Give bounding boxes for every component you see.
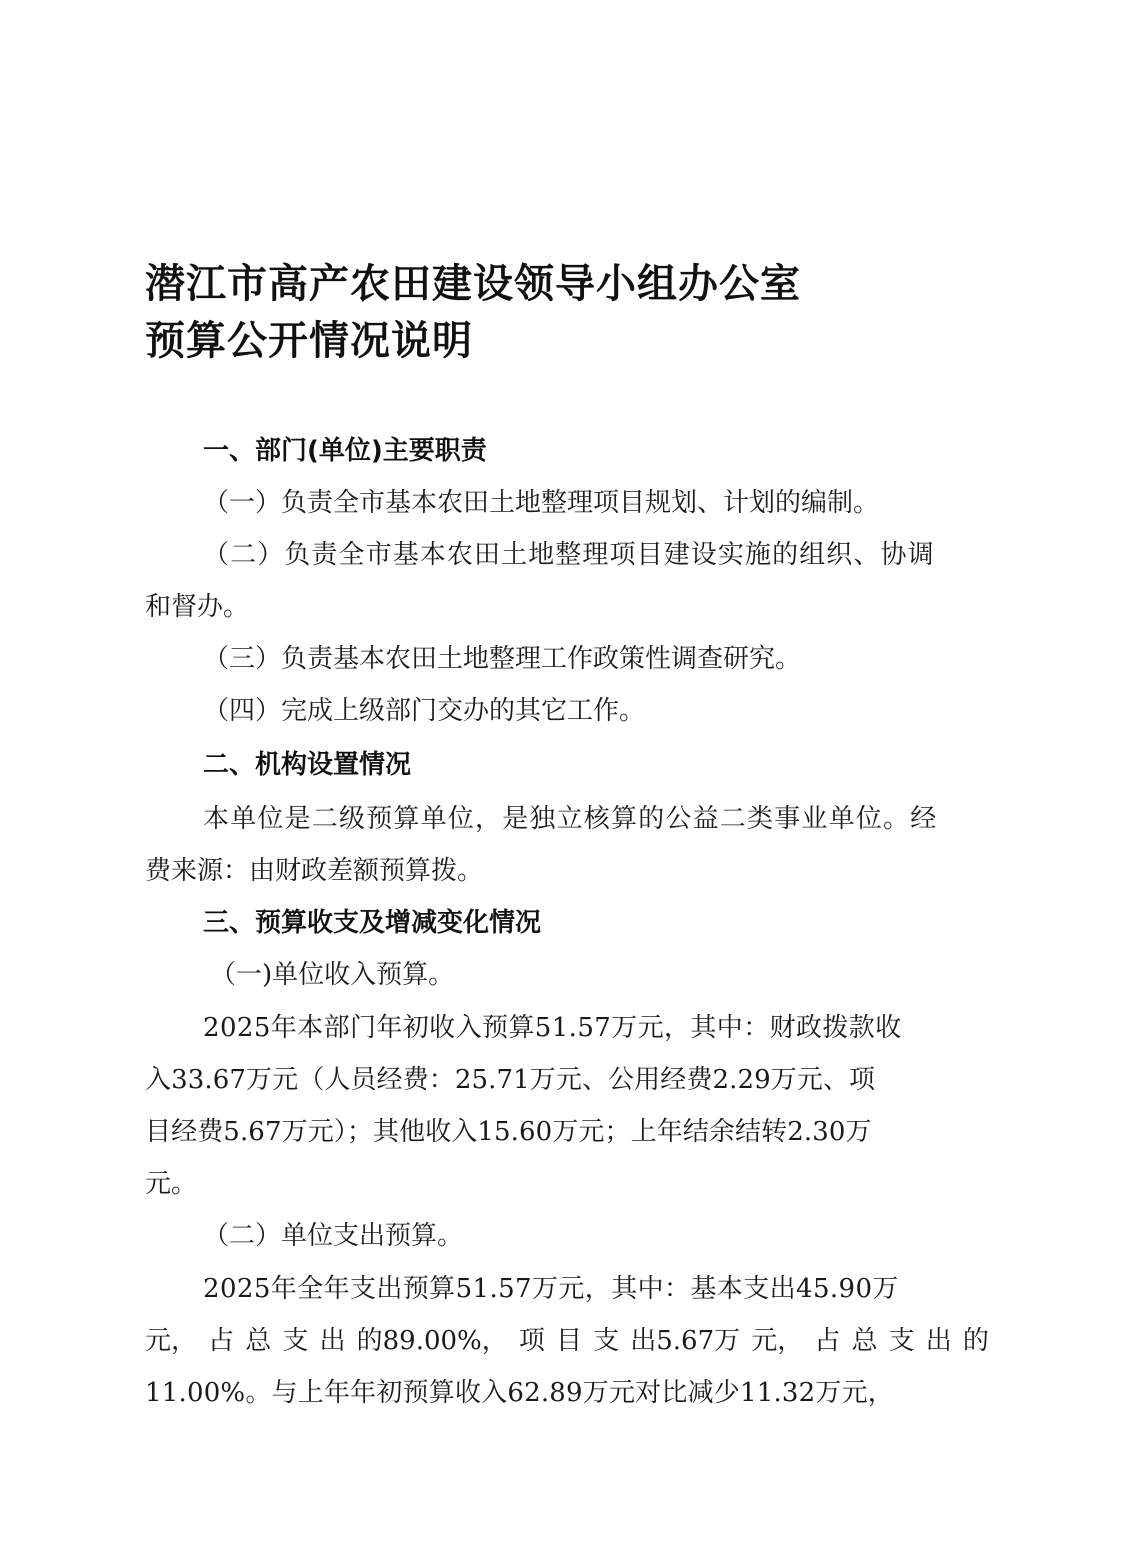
income-paragraph-line2: 入33.67万元（人员经费：25.71万元、公用经费2.29万元、项 xyxy=(145,1065,876,1095)
duty-item-2-line2: 和督办。 xyxy=(145,592,250,622)
expense-line2-segment: 支 xyxy=(593,1326,620,1356)
expense-paragraph-line3: 11.00%。与上年年初预算收入62.89万元对比减少11.32万元， xyxy=(145,1378,895,1408)
expense-line2-segment: 总 xyxy=(245,1326,272,1356)
expense-line2-segment: 支 xyxy=(888,1326,915,1356)
expense-line2-segment: 出 xyxy=(925,1326,952,1356)
income-paragraph-line3: 目经费5.67万元）；其他收入15.60万元；上年结余结转2.30万 xyxy=(145,1117,872,1147)
expense-paragraph-line2 xyxy=(145,1326,989,1356)
expense-line2-segment: 占 xyxy=(208,1326,235,1356)
duty-item-3: （三）负责基本农田土地整理工作政策性调查研究。 xyxy=(203,644,802,674)
duty-item-4: （四）完成上级部门交办的其它工作。 xyxy=(203,696,646,726)
expense-subheading: （二）单位支出预算。 xyxy=(203,1221,464,1251)
duty-item-2-line1: （二）负责全市基本农田土地整理项目建设实施的组织、协调 xyxy=(203,540,935,570)
document-title-line2: 预算公开情况说明 xyxy=(145,318,473,364)
income-paragraph-line4: 元。 xyxy=(145,1169,198,1199)
expense-line2-segment: 元， xyxy=(751,1326,804,1356)
expense-line2-segment: 支 xyxy=(282,1326,309,1356)
expense-line2-segment: 的 xyxy=(962,1326,989,1356)
org-paragraph-line1: 本单位是二级预算单位，是独立核算的公益二类事业单位。经 xyxy=(203,804,938,834)
expense-line2-segment: 元， xyxy=(145,1326,198,1356)
duty-item-1: （一）负责全市基本农田土地整理项目规划、计划的编制。 xyxy=(203,488,880,518)
org-paragraph-line2: 费来源：由财政差额预算拨。 xyxy=(145,856,484,886)
expense-line2-segment: 出 xyxy=(319,1326,346,1356)
expense-line2-segment: 目 xyxy=(556,1326,583,1356)
section2-heading: 二、机构设置情况 xyxy=(203,750,412,780)
expense-line2-segment: 项 xyxy=(518,1326,545,1356)
income-subheading: （一)单位收入预算。 xyxy=(210,960,455,990)
income-paragraph-line1: 2025年本部门年初收入预算51.57万元，其中：财政拨款收 xyxy=(203,1013,902,1043)
section1-heading: 一、部门(单位)主要职责 xyxy=(203,436,487,466)
expense-line2-segment: 的89.00%， xyxy=(356,1326,508,1356)
expense-line2-segment: 总 xyxy=(851,1326,878,1356)
expense-line2-segment: 出5.67万 xyxy=(630,1326,741,1356)
expense-paragraph-line1: 2025年全年支出预算51.57万元，其中：基本支出45.90万 xyxy=(203,1274,899,1304)
section3-heading: 三、预算收支及增减变化情况 xyxy=(203,908,542,938)
document-title-line1: 潜江市高产农田建设领导小组办公室 xyxy=(145,261,801,307)
expense-line2-segment: 占 xyxy=(814,1326,841,1356)
